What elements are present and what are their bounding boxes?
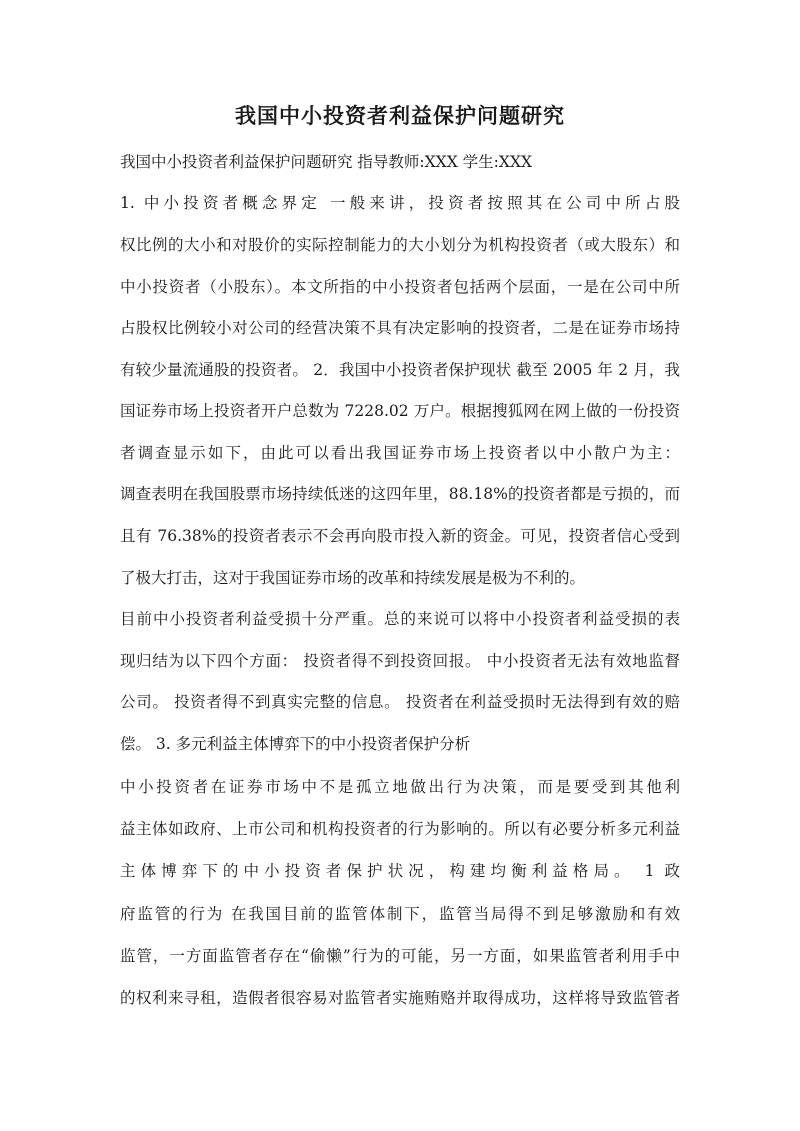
text-line: 公司。 投资者得不到真实完整的信息。 投资者在利益受损时无法得到有效的赔 [120, 693, 680, 711]
text-line: 且有 76.38%的投资者表示不会再向股市投入新的资金。可见，投资者信心受到 [120, 527, 680, 545]
text-line: 有较少量流通股的投资者。 2．我国中小投资者保护现状 截至 2005 年 2 月，我 [120, 361, 680, 379]
text-line: 中小投资者在证券市场中不是孤立地做出行为决策，而是要受到其他利 [120, 778, 680, 796]
text-line: 目前中小投资者利益受损十分严重。总的来说可以将中小投资者利益受损的表 [120, 610, 680, 628]
text-line: 1. 中小投资者概念界定 一般来讲，投资者按照其在公司中所占股 [120, 194, 680, 212]
text-line: 府监管的行为 在我国目前的监管体制下，监管当局得不到足够激励和有效 [120, 905, 680, 923]
text-line: 益主体如政府、上市公司和机构投资者的行为影响的。所以有必要分析多元利益 [120, 820, 680, 838]
text-line: 者调查显示如下，由此可以看出我国证券市场上投资者以中小散户为主： [120, 444, 680, 462]
text-line: 主体博弈下的中小投资者保护状况，构建均衡利益格局。 1 政 [120, 862, 680, 880]
document-title: 我国中小投资者利益保护问题研究 [235, 103, 565, 128]
text-line: 我国中小投资者利益保护问题研究 指导教师:XXX 学生:XXX [120, 153, 533, 171]
text-line: 偿。 3. 多元利益主体博弈下的中小投资者保护分析 [120, 735, 471, 753]
text-line: 调查表明在我国股票市场持续低迷的这四年里，88.18%的投资者都是亏损的，而 [120, 485, 680, 503]
text-line: 现归结为以下四个方面： 投资者得不到投资回报。 中小投资者无法有效地监督 [120, 652, 680, 670]
text-line: 中小投资者（小股东）。本文所指的中小投资者包括两个层面，一是在公司中所 [120, 278, 680, 296]
text-line: 监管，一方面监管者存在“偷懒”行为的可能，另一方面，如果监管者利用手中 [120, 947, 680, 965]
text-line: 的权利来寻租，造假者很容易对监管者实施贿赂并取得成功，这样将导致监管者 [120, 989, 680, 1007]
text-line: 权比例的大小和对股价的实际控制能力的大小划分为机构投资者（或大股东）和 [120, 236, 680, 254]
text-line: 占股权比例较小对公司的经营决策不具有决定影响的投资者，二是在证券市场持 [120, 319, 680, 337]
text-line: 国证券市场上投资者开户总数为 7228.02 万户。根据搜狐网在网上做的一份投资 [120, 402, 680, 420]
text-line: 了极大打击，这对于我国证券市场的改革和持续发展是极为不利的。 [120, 569, 586, 587]
